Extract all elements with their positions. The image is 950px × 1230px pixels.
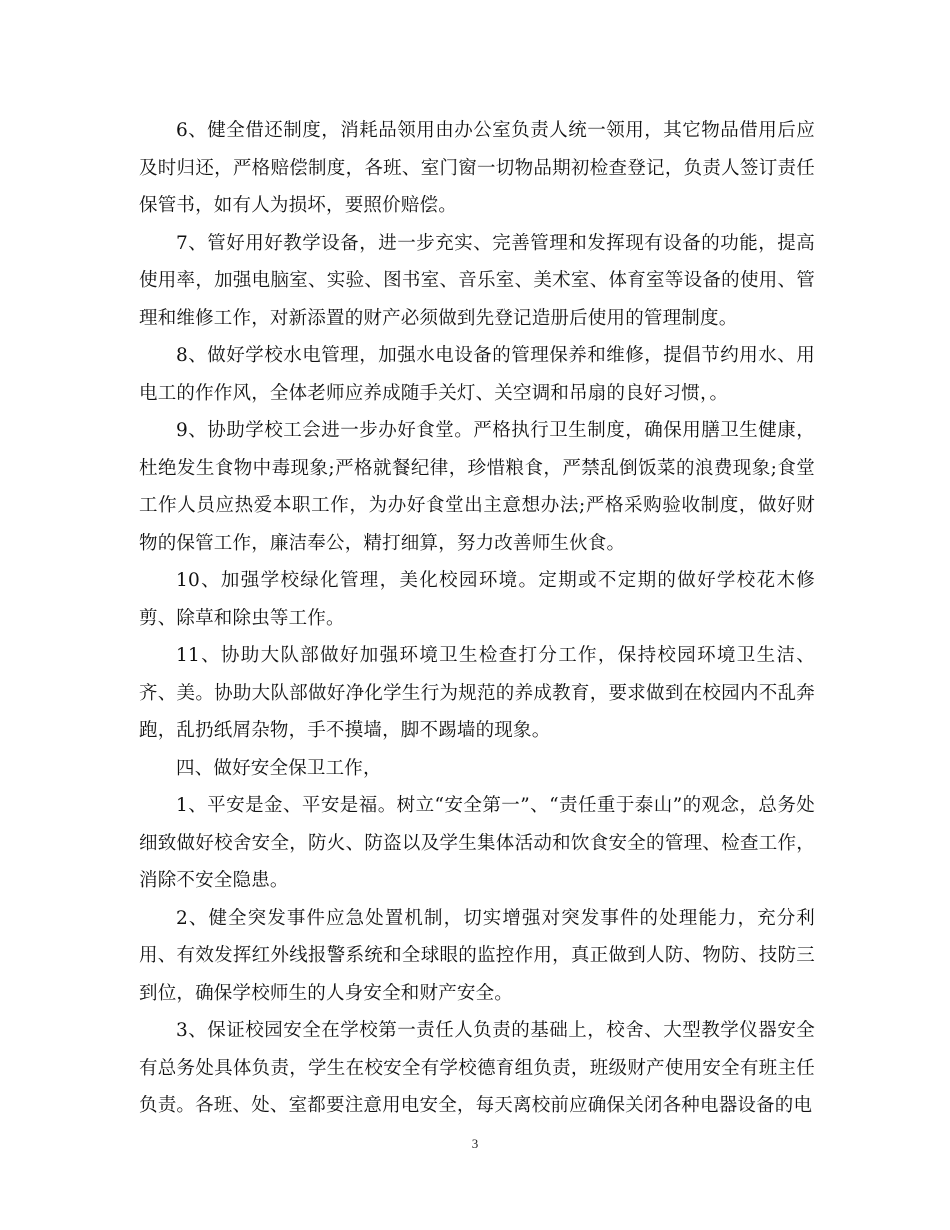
paragraph: 10、加强学校绿化管理，美化校园环境。定期或不定期的做好学校花木修剪、除草和除虫等工作。 [139,570,815,629]
paragraph: 8、做好学校水电管理，加强水电设备的管理保养和维修，提倡节约用水、用电工的作作风，全体老师应养成随手关灯、关空调和吊扇的良好习惯，。 [139,345,815,404]
paragraph: 7、管好用好教学设备，进一步充实、完善管理和发挥现有设备的功能，提高使用率，加强电脑室、实验、图书室、音乐室、美术室、体育室等设备的使用、管理和维修工作，对新添置的财产必须做到先登记造册后使用的管理制度。 [139,232,815,329]
paragraph: 9、协助学校工会进一步办好食堂。严格执行卫生制度，确保用膳卫生健康，杜绝发生食物中毒现象;严格就餐纪律，珍惜粮食，严禁乱倒饭菜的浪费现象;食堂工作人员应热爱本职工作，为办好食堂出主意想办法;严格采购验收制度，做好财物的保管工作，廉洁奉公，精打细算，努力改善师生伙食。 [139,420,815,554]
page-number: 3 [471,1136,479,1151]
document-body [139,112,815,1125]
section-heading: 四、做好安全保卫工作， [176,757,382,779]
paragraph: 11、协助大队部做好加强环境卫生检查打分工作，保持校园环境卫生洁、齐、美。协助大队部做好净化学生行为规范的养成教育，要求做到在校园内不乱奔跑，乱扔纸屑杂物，手不摸墙，脚不踢墙的现象。 [139,645,815,741]
paragraph: 6、健全借还制度，消耗品领用由办公室负责人统一领用，其它物品借用后应及时归还，严格赔偿制度，各班、室门窗一切物品期初检查登记，负责人签订责任保管书，如有人为损坏，要照价赔偿。 [139,120,815,216]
paragraph: 1、平安是金、平安是福。树立“安全第一”、“责任重于泰山”的观念，总务处细致做好校舍安全，防火、防盗以及学生集体活动和饮食安全的管理、检查工作，消除不安全隐患。 [139,795,815,891]
paragraph: 3、保证校园安全在学校第一责任人负责的基础上，校舍、大型教学仪器安全有总务处具体负责，学生在校安全有学校德育组负责，班级财产使用安全有班主任负责。各班、处、室都要注意用电安全，每天离校前应确保关闭各种电器设备的电 [139,1020,815,1116]
paragraph: 2、健全突发事件应急处置机制，切实增强对突发事件的处理能力，充分利用、有效发挥红外线报警系统和全球眼的监控作用，真正做到人防、物防、技防三到位，确保学校师生的人身安全和财产安全。 [139,907,815,1004]
